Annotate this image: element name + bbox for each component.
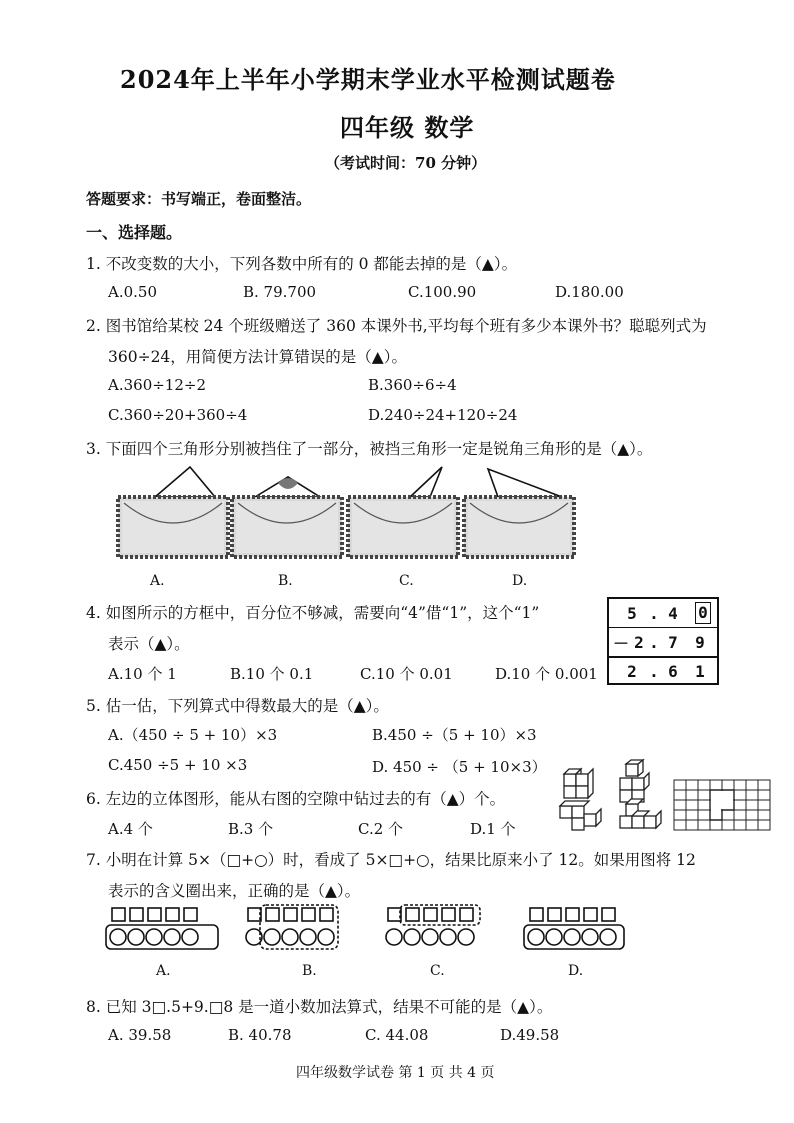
q1-option-a: A.0.50	[108, 283, 157, 301]
q7-line2: 表示的含义圈出来，正确的是（▲）。	[108, 882, 361, 900]
cube-shape-4	[620, 799, 661, 828]
q3-label-d: D.	[512, 573, 528, 589]
q5-text: 5. 估一估，下列算式中得数最大的是（▲）。	[86, 697, 389, 715]
q5-option-c: C.450 ÷5 + 10 ×3	[108, 756, 248, 774]
q3-label-b: B.	[278, 573, 293, 589]
q7-figure-d	[524, 908, 624, 949]
q6-option-b: B.3 个	[228, 820, 274, 838]
q8-text: 8. 已知 3□.5+9.□8 是一道小数加法算式，结果不可能的是（▲）。	[86, 998, 553, 1016]
q8-option-b: B. 40.78	[228, 1026, 292, 1044]
q7-figure-c	[386, 905, 480, 945]
q6-cube-shapes	[558, 760, 668, 838]
envelope-a	[118, 467, 228, 557]
q2-line1: 2. 图书馆给某校 24 个班级赠送了 360 本课外书,平均每个班有多少本课外书？聪聪列式为	[86, 317, 707, 335]
q6-text: 6. 左边的立体图形，能从右图的空隙中钻过去的有（▲）个。	[86, 790, 506, 808]
q8-option-d: D.49.58	[500, 1026, 560, 1044]
q1-option-d: D.180.00	[555, 283, 624, 301]
q3-label-a: A.	[150, 573, 165, 589]
q2-option-a: A.360÷12÷2	[108, 376, 206, 394]
exam-time: （考试时间：70 分钟）	[325, 154, 487, 172]
q2-option-c: C.360÷20+360÷4	[108, 406, 248, 424]
q7-label-c: C.	[430, 963, 445, 979]
q3-label-c: C.	[399, 573, 414, 589]
q5-option-b: B.450 ÷（5 + 10）×3	[372, 726, 537, 744]
cube-shape-3	[560, 801, 601, 830]
q7-figure-a	[106, 908, 218, 949]
q4-option-b: B.10 个 0.1	[230, 665, 314, 683]
subtraction-row-2: － 2 . 7 9	[613, 632, 705, 653]
page-footer: 四年级数学试卷 第 1 页 共 4 页	[296, 1065, 495, 1081]
q7-figure-b	[246, 905, 338, 949]
subtraction-row-1: 5 . 4 0	[609, 599, 717, 627]
q2-option-b: B.360÷6÷4	[368, 376, 457, 394]
q7-line1: 7. 小明在计算 5×（□+○）时，看成了 5×□+○，结果比原来小了 12。如果用图将 12	[86, 851, 696, 869]
q7-label-d: D.	[568, 963, 584, 979]
q5-option-a: A.（450 ÷ 5 + 10）×3	[108, 726, 278, 744]
q8-option-a: A. 39.58	[108, 1026, 172, 1044]
q3-text: 3. 下面四个三角形分别被挡住了一部分，被挡三角形一定是锐角三角形的是（▲）。	[86, 440, 653, 458]
q1-option-c: C.100.90	[408, 283, 477, 301]
q7-circle-figures	[100, 905, 700, 955]
hundredths-digit-box: 0	[695, 602, 711, 624]
q1-text: 1. 不改变数的大小，下列各数中所有的 0 都能去掉的是（▲）。	[86, 255, 518, 273]
q6-option-c: C.2 个	[358, 820, 404, 838]
section-title: 一、选择题。	[86, 223, 183, 242]
q6-option-d: D.1 个	[470, 820, 516, 838]
answer-requirement: 答题要求：书写端正，卷面整洁。	[86, 190, 312, 208]
q4-line1: 4. 如图所示的方框中，百分位不够减，需要向“4”借“1”，这个“1”	[86, 604, 540, 622]
cube-shape-2	[620, 760, 649, 802]
q1-option-b: B. 79.700	[243, 283, 317, 301]
q4-option-c: C.10 个 0.01	[360, 665, 453, 683]
q2-line2: 360÷24，用简便方法计算错误的是（▲）。	[108, 348, 407, 366]
q4-option-a: A.10 个 1	[108, 665, 177, 683]
subtraction-row-3: 2 . 6 1	[627, 661, 705, 681]
q4-option-d: D.10 个 0.001	[495, 665, 598, 683]
envelope-d	[464, 469, 574, 557]
q5-option-d: D. 450 ÷ （5 + 10×3）	[372, 758, 547, 776]
q2-option-d: D.240÷24+120÷24	[368, 406, 518, 424]
subtraction-box	[607, 597, 719, 685]
cube-shape-1	[564, 769, 593, 798]
q6-option-a: A.4 个	[108, 820, 153, 838]
exam-title: 2024年上半年小学期末学业水平检测试题卷	[120, 65, 616, 94]
q4-line2: 表示（▲）。	[108, 635, 190, 653]
q8-option-c: C. 44.08	[365, 1026, 429, 1044]
q7-label-b: B.	[302, 963, 317, 979]
subject-title: 四年级 数学	[340, 113, 475, 142]
q7-label-a: A.	[156, 963, 171, 979]
envelope-c	[348, 467, 458, 557]
q3-triangles-figure	[110, 465, 580, 565]
q6-gap-grid	[674, 780, 774, 832]
envelope-b	[232, 477, 342, 557]
